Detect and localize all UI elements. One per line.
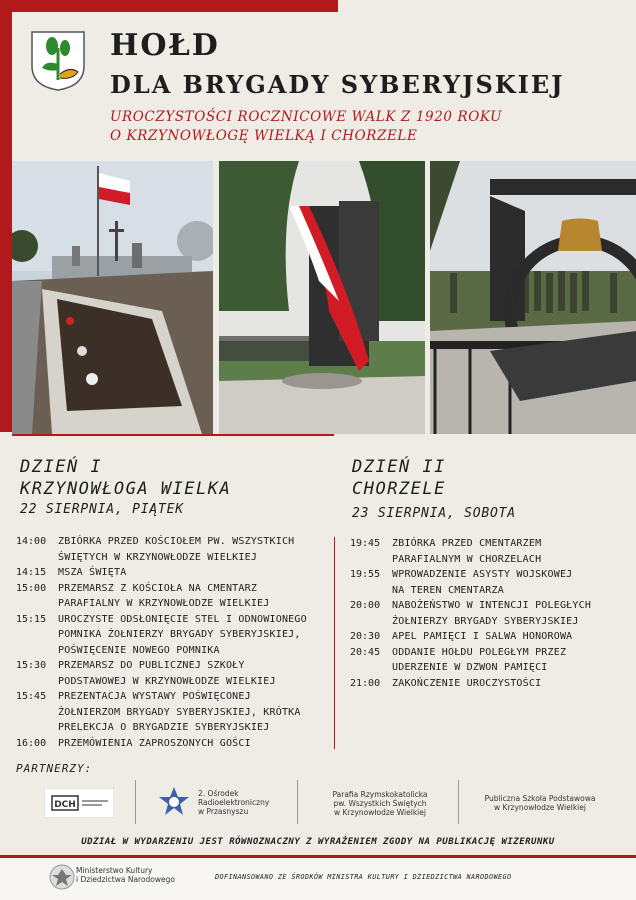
partner-osrodek-line2: Radioelektroniczny bbox=[198, 797, 270, 807]
partner-szkola-line2: w Krzynowłodze Wielkiej bbox=[494, 803, 586, 812]
schedule-description-line: ZAKOŃCZENIE UROCZYSTOŚCI bbox=[392, 677, 542, 689]
schedule-time: 19:55 bbox=[350, 569, 381, 580]
schedule-description-line: WPROWADZENIE ASYSTY WOJSKOWEJ bbox=[392, 569, 573, 580]
day1-place: KRZYNOWŁOGA WIELKA bbox=[20, 479, 232, 499]
schedule-item bbox=[16, 736, 332, 752]
partner-parafia-line1: Parafia Rzymskokatolicka bbox=[332, 790, 428, 799]
schedule-description bbox=[392, 645, 635, 676]
partner-szkola-line1: Publiczna Szkoła Podstawowa bbox=[484, 794, 596, 803]
ministry-name bbox=[76, 866, 175, 884]
schedule-description-line: PRZEMARSZ DO PUBLICZNEJ SZKOŁY bbox=[58, 660, 245, 671]
schedule-description bbox=[58, 736, 332, 752]
partner-osrodek bbox=[158, 782, 288, 822]
schedule-description-line: PRELEKCJA O BRYGADZIE SYBERYJSKIEJ bbox=[58, 722, 270, 733]
schedule-time: 16:00 bbox=[16, 737, 47, 749]
partner-parafia bbox=[320, 782, 440, 822]
military-star-icon bbox=[158, 786, 190, 818]
schedule-description-line: UROCZYSTE ODSŁONIĘCIE STEL I ODNOWIONEGO bbox=[58, 613, 307, 625]
schedule-item bbox=[16, 565, 332, 581]
partner-parafia-line2: pw. Wszystkich Świętych bbox=[333, 799, 427, 808]
ministry-line2: i Dziedzictwa Narodowego bbox=[76, 875, 175, 884]
title-line-2: DLA BRYGADY SYBERYJSKIEJ bbox=[110, 70, 565, 99]
schedule-time: 15:30 bbox=[16, 660, 47, 671]
schedule-description-line: ODDANIE HOŁDU POLEGŁYM PRZEZ bbox=[392, 646, 567, 658]
schedule-description-line: ZBIÓRKA PRZED CMENTARZEM bbox=[392, 538, 542, 549]
partner-separator bbox=[297, 780, 298, 824]
schedule-description-line: PODSTAWOWEJ W KRZYNOWŁODZE WIELKIEJ bbox=[58, 675, 276, 687]
ministry-eagle-icon bbox=[48, 863, 76, 891]
schedule-description-line: PREZENTACJA WYSTAWY POŚWIĘCONEJ bbox=[58, 691, 251, 702]
schedule-description-line: PRZEMÓWIENIA ZAPROSZONYCH GOŚCI bbox=[58, 737, 251, 749]
funding-notice: DOFINANSOWANO ZE ŚRODKÓW MINISTRA KULTURY I DZIEDZICTWA NARODOWEGO bbox=[215, 873, 512, 881]
schedule-item bbox=[350, 629, 635, 645]
schedule-description bbox=[392, 598, 635, 629]
photo-cemetery-grave bbox=[12, 161, 213, 434]
partner-parafia-line3: w Krzynowłodze Wielkiej bbox=[334, 808, 426, 817]
schedule-description bbox=[58, 534, 332, 565]
day1-schedule bbox=[16, 534, 332, 751]
partner-separator bbox=[135, 780, 136, 824]
schedule-description-line: NA TEREN CMENTARZA bbox=[392, 584, 504, 596]
schedule-time: 19:45 bbox=[350, 538, 381, 549]
schedule-description-line: ŻOŁNIERZOM BRYGADY SYBERYJSKIEJ, KRÓTKA bbox=[58, 706, 301, 718]
schedule-time: 14:00 bbox=[16, 536, 47, 547]
schedule-time: 15:00 bbox=[16, 582, 47, 594]
schedule-description-line: APEL PAMIĘCI I SALWA HONOROWA bbox=[392, 631, 573, 642]
photo-monument-flag bbox=[219, 161, 425, 434]
schedule-item bbox=[16, 658, 332, 689]
schedule-description bbox=[58, 581, 332, 612]
schedule-item bbox=[350, 645, 635, 676]
photo-bell-memorial bbox=[430, 161, 636, 434]
schedule-time: 20:45 bbox=[350, 646, 381, 658]
partner-separator bbox=[458, 780, 459, 824]
schedule-description bbox=[392, 629, 635, 645]
subtitle bbox=[110, 108, 610, 146]
day2-place: CHORZELE bbox=[352, 479, 446, 499]
partner-osrodek-line1: 2. Ośrodek bbox=[198, 788, 239, 798]
schedule-description bbox=[58, 612, 332, 659]
schedule-description-line: ŚWIĘTYCH W KRZYNOWŁODZE WIELKIEJ bbox=[58, 551, 258, 563]
schedule-item bbox=[350, 536, 635, 567]
schedule-description bbox=[392, 536, 635, 567]
partner-szkola bbox=[470, 782, 610, 822]
schedule-description-line: MSZA ŚWIĘTA bbox=[58, 567, 127, 578]
schedule-description-line: UDERZENIE W DZWON PAMIĘCI bbox=[392, 662, 548, 673]
schedule-description-line: PARAFIALNY W KRZYNOWŁODZE WIELKIEJ bbox=[58, 598, 270, 609]
red-top-bar bbox=[0, 0, 338, 12]
day1-label: DZIEŃ I bbox=[20, 457, 103, 477]
day2-heading bbox=[352, 456, 446, 500]
svg-text:DCH: DCH bbox=[54, 800, 76, 810]
municipal-crest-icon bbox=[30, 30, 86, 92]
subtitle-line-1: UROCZYSTOŚCI ROCZNICOWE WALK Z 1920 ROKU bbox=[110, 109, 503, 125]
schedule-time: 14:15 bbox=[16, 567, 47, 578]
day1-date: 22 SIERPNIA, PIĄTEK bbox=[20, 502, 184, 517]
schedule-description-line: ŻOŁNIERZY BRYGADY SYBERYJSKIEJ bbox=[392, 615, 579, 627]
schedule-item bbox=[16, 612, 332, 659]
schedule-time: 15:45 bbox=[16, 691, 47, 702]
schedule-item bbox=[16, 534, 332, 565]
schedule-description-line: ZBIÓRKA PRZED KOŚCIOŁEM PW. WSZYSTKICH bbox=[58, 536, 295, 547]
schedule-description bbox=[58, 658, 332, 689]
schedule-description bbox=[58, 689, 332, 736]
schedule-time: 20:30 bbox=[350, 631, 381, 642]
title-line-1: HOŁD bbox=[110, 28, 220, 63]
schedule-description-line: PRZEMARSZ Z KOŚCIOŁA NA CMENTARZ bbox=[58, 582, 258, 594]
schedule-description-line: PARAFIALNYM W CHORZELACH bbox=[392, 553, 542, 565]
schedule-item bbox=[350, 598, 635, 629]
schedule-item bbox=[16, 581, 332, 612]
schedule-time: 15:15 bbox=[16, 613, 47, 625]
schedule-description bbox=[392, 676, 635, 692]
subtitle-line-2: O KRZYNOWŁOGĘ WIELKĄ I CHORZELE bbox=[110, 128, 418, 144]
schedule-item bbox=[350, 676, 635, 692]
red-divider-line bbox=[12, 434, 334, 436]
schedule-description-line: POŚWIĘCENIE NOWEGO POMNIKA bbox=[58, 644, 220, 656]
partner-dch-logo bbox=[44, 782, 114, 822]
schedule-item bbox=[16, 689, 332, 736]
schedule-item bbox=[350, 567, 635, 598]
day2-date: 23 SIERPNIA, SOBOTA bbox=[352, 506, 516, 521]
day1-heading bbox=[20, 456, 231, 500]
ministry-line1: Ministerstwo Kultury bbox=[76, 866, 153, 875]
partners-label: PARTNERZY: bbox=[16, 762, 93, 775]
schedule-description-line: NABOŻEŃSTWO W INTENCJI POLEGŁYCH bbox=[392, 600, 592, 611]
day2-schedule bbox=[350, 536, 635, 691]
schedule-divider bbox=[334, 537, 335, 749]
schedule-time: 21:00 bbox=[350, 677, 381, 689]
partner-osrodek-line3: w Przasnyszu bbox=[198, 806, 249, 816]
schedule-description bbox=[58, 565, 332, 581]
red-left-bar bbox=[0, 12, 12, 432]
schedule-description-line: POMNIKA ŻOŁNIERZY BRYGADY SYBERYJSKIEJ, bbox=[58, 629, 301, 640]
schedule-time: 20:00 bbox=[350, 600, 381, 611]
image-consent-notice: UDZIAŁ W WYDARZENIU JEST RÓWNOZNACZNY Z WYRAŻENIEM ZGODY NA PUBLIKACJĘ WIZERUNKU bbox=[81, 837, 555, 847]
day2-label: DZIEŃ II bbox=[352, 457, 446, 477]
schedule-description bbox=[392, 567, 635, 598]
